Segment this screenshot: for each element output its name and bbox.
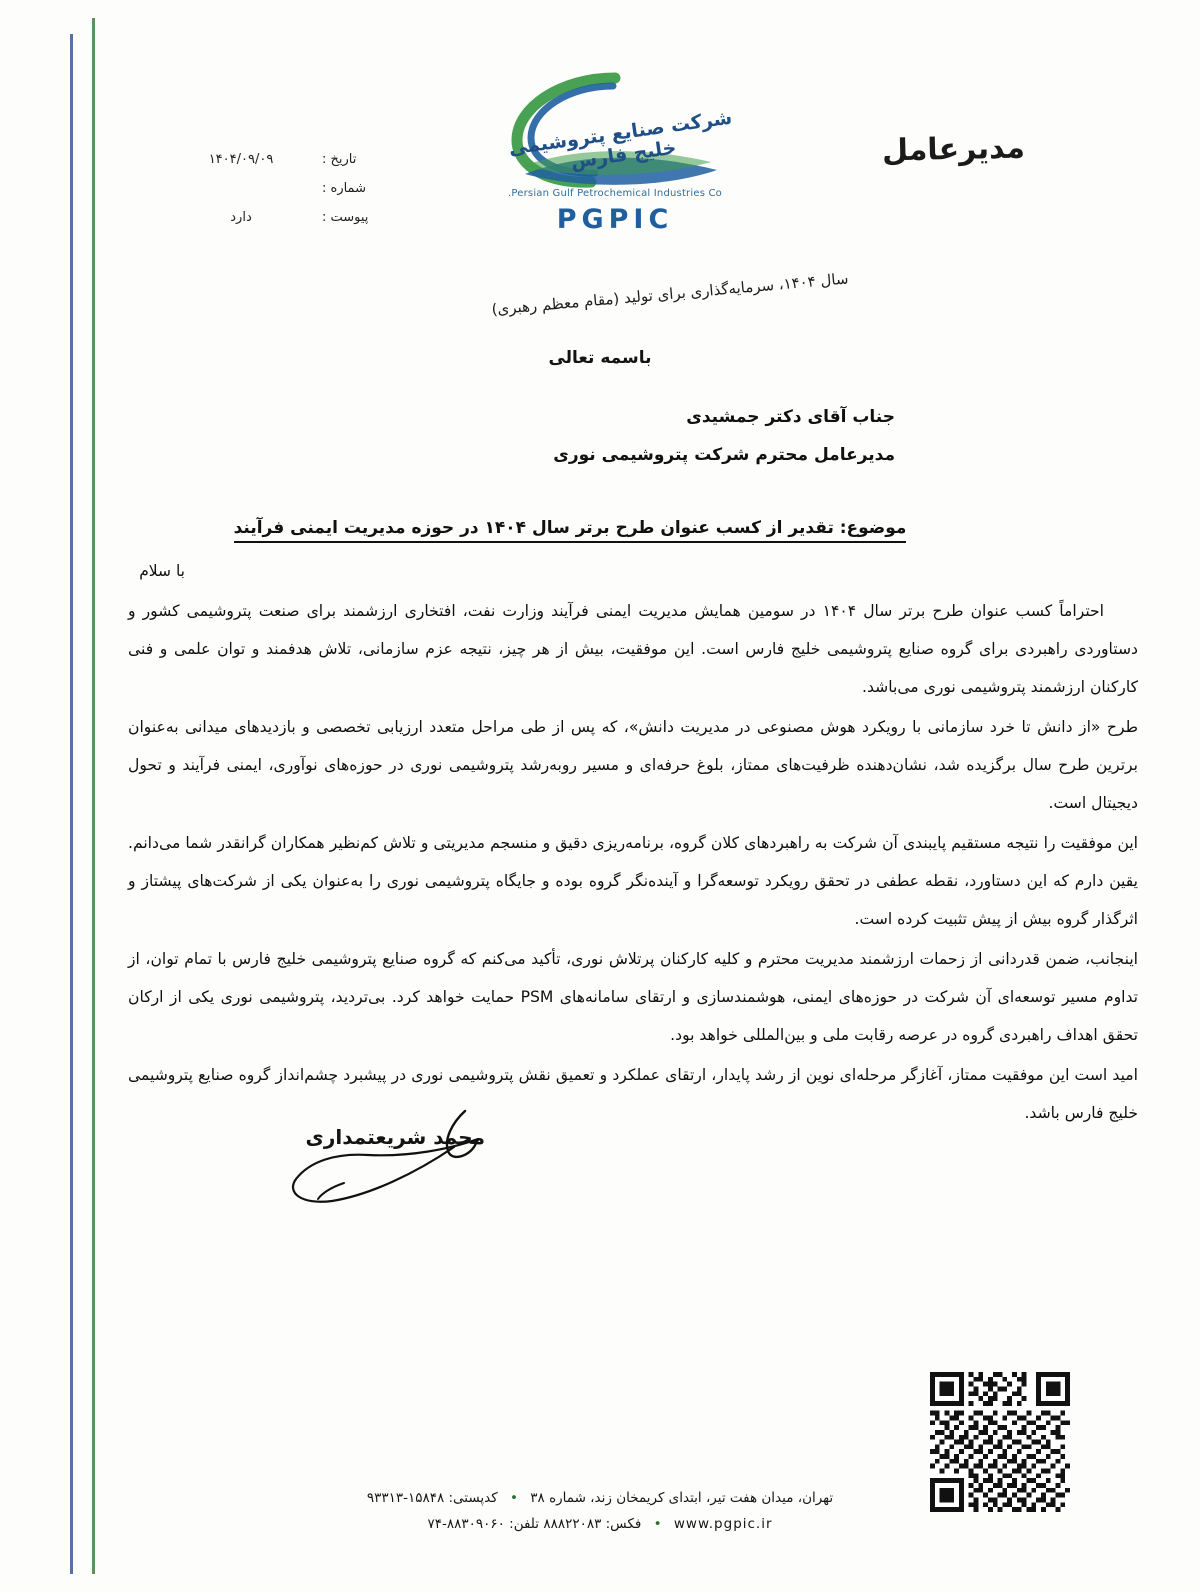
body-paragraph: اینجانب، ضمن قدردانی از زحمات ارزشمند مدیریت محترم و کلیه کارکنان پرتلاش نوری، تأکید می‌کنم که گروه صنایع پتروشیمی خلیج فارس با تمام توان، از تداوم مسیر توسعه‌ای آن شرکت در حوزه‌های ایمنی، هوشمندسازی و ارتقای سامانه‌های PSM حمایت خواهد کرد. بی‌تردید، پتروشیمی نوری یکی از ارکان تحقق اهداف راهبردی گروه در عرصه رقابت ملی و بین‌المللی خواهد بود. (128, 950, 1139, 1044)
signature-name: محمد شریعتمداری (305, 1125, 485, 1149)
left-green-rule (92, 18, 95, 1574)
logo-english-name: Persian Gulf Petrochemical Industries Co. (507, 188, 722, 199)
subject-line (230, 518, 910, 538)
footer-contact-line (0, 1511, 1200, 1537)
letter-body (128, 592, 1138, 1134)
greeting: با سلام (139, 562, 185, 580)
footer-separator-icon: • (653, 1516, 662, 1532)
addressee-line-2: مدیرعامل محترم شرکت پتروشیمی نوری (553, 445, 895, 465)
meta-value-attachment: دارد (230, 210, 252, 225)
meta-label-number: شماره : (322, 181, 366, 196)
body-paragraph: طرح «از دانش تا خرد سازمانی با رویکرد هوش مصنوعی در مدیریت دانش»، که پس از طی مراحل متعدد ارزیابی تخصصی و بازدیدهای میدانی به‌عنوان برترین طرح سال برگزیده شد، نشان‌دهنده ظرفیت‌های ممتاز، بلوغ حرفه‌ای و مسیر روبه‌رشد پتروشیمی نوری در حوزه‌های نوآوری، ایمنی فرآیند و تحول دیجیتال است. (128, 718, 1138, 812)
footer-website[interactable]: www.pgpic.ir (673, 1516, 773, 1532)
year-slogan: سال ۱۴۰۴، سرمایه‌گذاری برای تولید (مقام معظم رهبری) (490, 269, 850, 319)
footer-phone: تلفن: ۸۸۳۰۹۰۶۰-۷۴ (427, 1516, 540, 1532)
body-paragraph: این موفقیت را نتیجه مستقیم پایبندی آن شرکت به راهبردهای کلان گروه، برنامه‌ریزی دقیق و منسجم مدیریتی و تلاش کم‌نظیر همکاران گرانقدر شما می‌دانم. یقین دارم که این دستاورد، نقطه عطفی در تحقق رویکرد توسعه‌گرا و آینده‌نگر گروه بوده و جایگاه پتروشیمی نوری را به‌عنوان یکی از شرکت‌های پیشتاز و اثرگذار گروه بیش از پیش تثبیت کرده است. (128, 834, 1138, 928)
managing-director-title: مدیرعامل (881, 130, 1026, 169)
body-paragraph: امید است این موفقیت ممتاز، آغازگر مرحله‌ای نوین از رشد پایدار، ارتقای عملکرد و تعمیق نقش پتروشیمی نوری در پیشبرد چشم‌انداز گروه صنایع پتروشیمی خلیج فارس باشد. (128, 1066, 1138, 1122)
body-paragraph: احتراماً کسب عنوان طرح برتر سال ۱۴۰۴ در سومین همایش مدیریت ایمنی فرآیند وزارت نفت، افتخاری ارزشمند برای صنعت پتروشیمی کشور و دستاوردی راهبردی برای گروه صنایع پتروشیمی خلیج فارس است. این موفقیت، بیش از هر چیز، نتیجه عزم سازمانی، تلاش هدفمند و توان علمی و فنی کارکنان ارزشمند پتروشیمی نوری می‌باشد. (128, 602, 1138, 696)
pgpic-logo (465, 70, 765, 255)
meta-row-attachment (170, 203, 370, 232)
addressee-line-1: جناب آقای دکتر جمشیدی (686, 407, 895, 427)
letter-meta (170, 145, 370, 232)
footer-separator-icon: • (510, 1490, 518, 1506)
footer-address-line (0, 1485, 1200, 1511)
signature-mark-icon (240, 1095, 520, 1215)
meta-value-date: ۱۴۰۴/۰۹/۰۹ (208, 152, 274, 167)
logo-persian-name: شرکت صنایع پتروشیمی خلیج فارس (507, 106, 734, 174)
footer (0, 1485, 1200, 1537)
meta-row-number (170, 174, 370, 203)
logo-acronym: PGPIC (556, 204, 674, 235)
meta-row-date (170, 145, 370, 174)
subject-text: موضوع: تقدیر از کسب عنوان طرح برتر سال ۱۴۰۴ در حوزه مدیریت ایمنی فرآیند (234, 518, 907, 543)
footer-address: تهران، میدان هفت تیر، ابتدای کریمخان زند، شماره ۳۸ (530, 1490, 834, 1506)
left-blue-rule (70, 34, 73, 1574)
meta-label-date: تاریخ : (322, 152, 357, 167)
meta-label-attachment: پیوست : (322, 210, 369, 225)
footer-postal-code: کدپستی: ۱۵۸۴۸-۹۳۳۱۳ (366, 1490, 498, 1506)
addressee (553, 398, 895, 474)
meta-value-number (170, 174, 312, 203)
footer-fax: فکس: ۸۸۸۲۲۰۸۳ (543, 1516, 642, 1532)
basmala: باسمه تعالی (548, 348, 652, 368)
